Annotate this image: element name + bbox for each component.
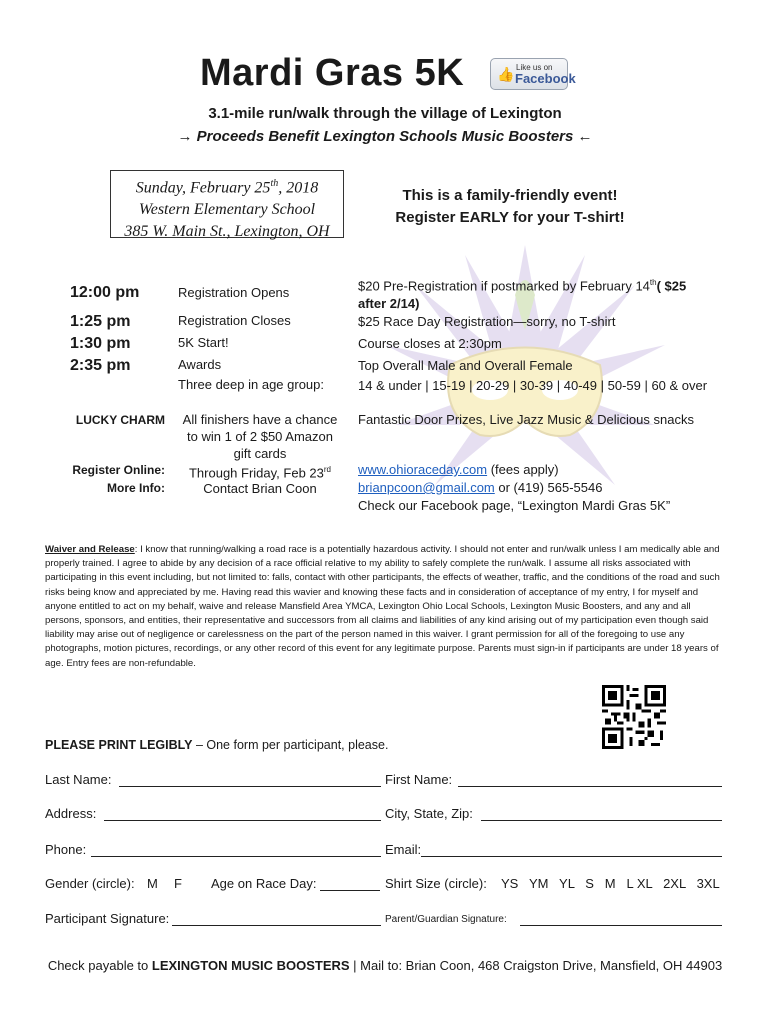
age-group-label: Three deep in age group: [178,377,324,392]
address-label: Address: [45,806,97,821]
schedule-event-2: Registration Closes [178,313,291,328]
last-name-field[interactable] [119,786,381,787]
more-info-label: More Info: [107,481,165,495]
schedule-time-4: 2:35 pm [70,357,131,374]
email-label: Email: [385,842,422,857]
waiver-text: Waiver and Release: I know that running/walking a road race is a potentially hazardous activity. I should not enter and run/walk unless I am medically able and properly trained. I agree to abide by any decision of a race official relative to my ability to safely complete the run/walk. I assume all risks associated with participating in this event including, but not limited to: falls, contact with other participants, the effects of weather, traffic, and the conditions of the road and such risks being know and appreciated by me. Having read this wavier and knowing these facts and in consideration of acceptance of my entry, I for myself and anyone entitled to act on my behalf, waive and release Mansfield Area YMCA, Lexington Ohio Local Schools, Lexington Music Boosters, and any and all persons, sponsors, and entities, their representative and successors from all claims and liabilities of any kind arising out of my participation even though said liability may arise out of negligence or carelessness on the part of the person named in this waiver. I grant permission for all of the foregoing to use any photographs, motion pictures, recordings, or any other record of this event for any legitimate purpose. Parents must sign-in if participants are under 18 years of age. Entry fees are non-refundable. [45,544,720,669]
schedule-time-3: 1:30 pm [70,335,131,352]
lucky-charm-label: LUCKY CHARM [75,413,165,427]
register-website-line: www.ohioraceday.com (fees apply) [358,462,559,477]
phone-field[interactable] [91,856,381,857]
page-title: Mardi Gras 5K [200,52,465,94]
facebook-page-note: Check our Facebook page, “Lexington Mardi Gras 5K” [358,498,671,513]
guardian-signature-field[interactable] [520,925,722,926]
schedule-event-1: Registration Opens [178,285,290,300]
participant-signature-label: Participant Signature: [45,911,170,926]
facebook-like-text: Like us on [516,63,553,72]
email-field[interactable] [421,856,722,857]
participant-signature-field[interactable] [172,925,381,926]
website-link[interactable]: www.ohioraceday.com [358,462,488,477]
shirt-size-options[interactable]: YS YM YL S M L XL 2XL 3XL [501,876,720,891]
event-address: 385 W. Main St., Lexington, OH [124,223,330,241]
email-link[interactable]: brianpcoon@gmail.com [358,480,495,495]
waiver-title: Waiver and Release [45,544,135,555]
qr-code[interactable] [602,685,666,749]
event-date-box [110,170,344,241]
city-state-zip-field[interactable] [481,820,722,821]
age-field[interactable] [320,890,380,891]
gender-option-f[interactable]: F [174,876,182,891]
city-state-zip-label: City, State, Zip: [385,806,473,821]
family-notice: This is a family-friendly event! Register EARLY for your T-shirt! [395,187,625,226]
door-prizes-detail: Fantastic Door Prizes, Live Jazz Music & Delicious snacks [358,412,694,427]
subtitle: 3.1-mile run/walk through the village of Lexington [208,105,562,122]
print-instruction: PLEASE PRINT LEGIBLY – One form per participant, please. [45,738,389,752]
register-deadline: Through Friday, Feb 23rd [188,465,331,481]
contact-name: Contact Brian Coon [203,481,317,496]
first-name-field[interactable] [458,786,722,787]
benefit-line: → Proceeds Benefit Lexington Schools Music Boosters ← [177,128,593,145]
age-groups-detail: 14 & under | 15-19 | 20-29 | 30-39 | 40-49 | 50-59 | 60 & over [358,378,708,393]
guardian-signature-label: Parent/Guardian Signature: [385,914,507,925]
gender-option-m[interactable]: M [147,876,158,891]
shirt-size-label: Shirt Size (circle): [385,876,487,891]
race-day-detail: $25 Race Day Registration—sorry, no T-shirt [358,314,616,329]
contact-line: brianpcoon@gmail.com or (419) 565-5546 [358,480,603,495]
lucky-charm-prize: All finishers have a chance to win 1 of 2 $50 Amazon gift cards [182,412,338,461]
event-venue: Western Elementary School [138,201,316,219]
first-name-label: First Name: [385,772,453,787]
schedule-event-3: 5K Start! [178,335,229,350]
event-date: Sunday, February 25th, 2018 [135,178,319,197]
facebook-brand-text: Facebook [515,71,576,86]
prereg-detail: $20 Pre-Registration if postmarked by February 14th( $25 after 2/14) [358,278,687,312]
schedule-time-2: 1:25 pm [70,313,131,330]
facebook-like-button[interactable] [490,58,576,90]
address-field[interactable] [104,820,381,821]
schedule-time-1: 12:00 pm [70,284,140,301]
top-overall-detail: Top Overall Male and Overall Female [358,358,573,373]
thumbs-up-icon: 👍 [497,66,515,82]
register-online-label: Register Online: [72,463,165,477]
age-label: Age on Race Day: [211,876,317,891]
gender-label: Gender (circle): [45,876,135,891]
course-close-detail: Course closes at 2:30pm [358,336,502,351]
last-name-label: Last Name: [45,772,112,787]
schedule-event-4: Awards [178,357,222,372]
payment-instructions: Check payable to LEXINGTON MUSIC BOOSTERS | Mail to: Brian Coon, 468 Craigston Drive, Mansfield, OH 44903 [47,958,723,973]
phone-label: Phone: [45,842,87,857]
